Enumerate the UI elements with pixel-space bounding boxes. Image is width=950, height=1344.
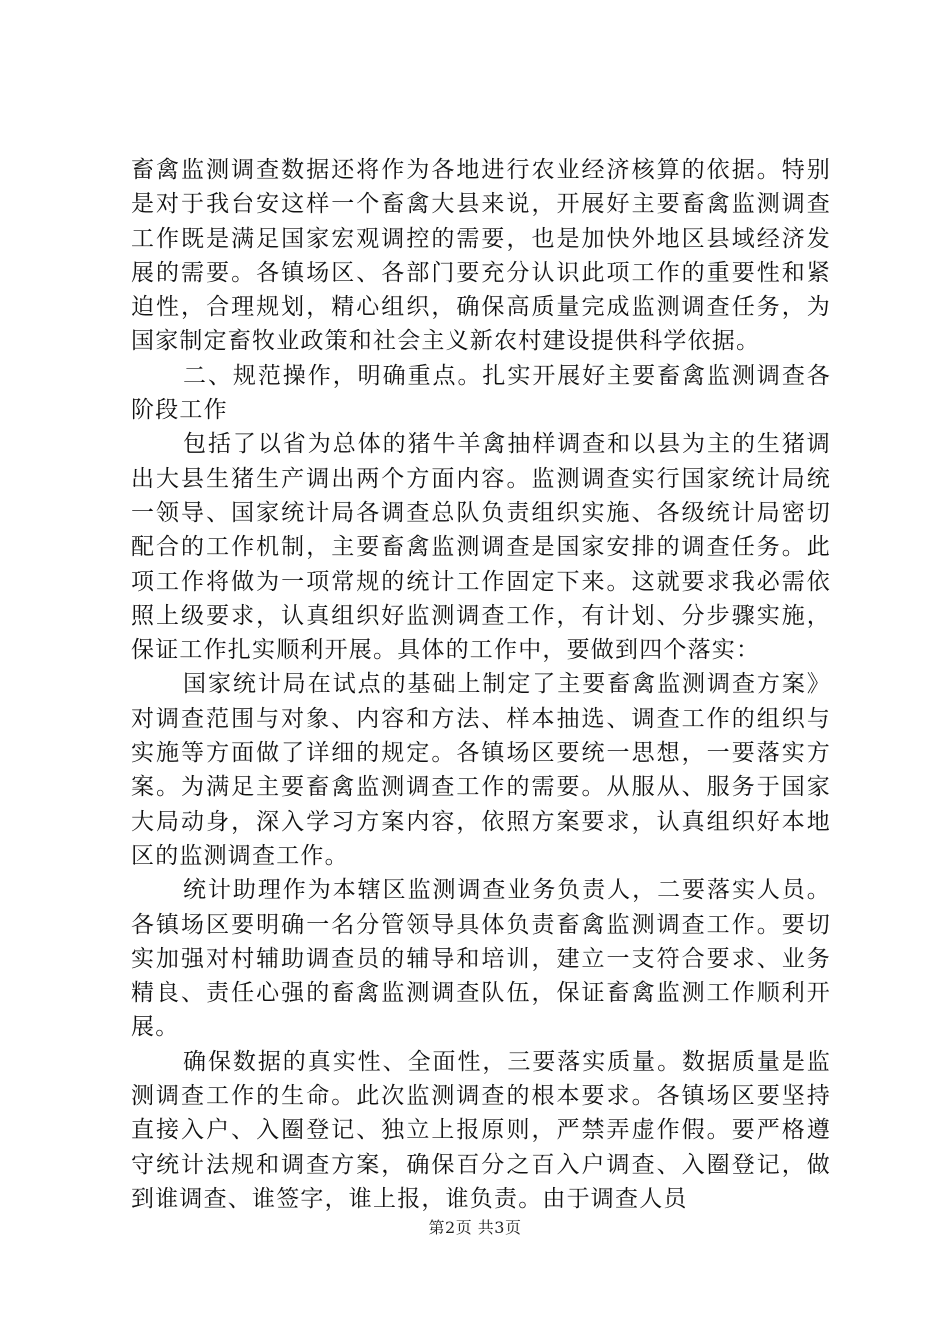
paragraph-2-heading: 二、规范操作，明确重点。扎实开展好主要畜禽监测调查各阶段工作 <box>131 362 831 424</box>
paragraph-6: 确保数据的真实性、全面性，三要落实质量。数据质量是监测调查工作的生命。此次监测调查的根本要求。各镇场区要坚持直接入户、入圈登记、独立上报原则，严禁弄虚作假。要严格遵守统计法规和调查方案，确保百分之百入户调查、入圈登记，做到谁调查、谁签字，谁上报，谁负责。由于调查人员 <box>131 1048 831 1212</box>
page-number-footer: 第2页 共3页 <box>428 1218 522 1237</box>
paragraph-4: 国家统计局在试点的基础上制定了主要畜禽监测调查方案》对调查范围与对象、内容和方法、样本抽选、调查工作的组织与实施等方面做了详细的规定。各镇场区要统一思想，一要落实方案。为满足主要畜禽监测调查工作的需要。从服从、服务于国家大局动身，深入学习方案内容，依照方案要求，认真组织好本地区的监测调查工作。 <box>131 671 831 869</box>
paragraph-5: 统计助理作为本辖区监测调查业务负责人，二要落实人员。各镇场区要明确一名分管领导具体负责畜禽监测调查工作。要切实加强对村辅助调查员的辅导和培训，建立一支符合要求、业务精良、责任心强的畜禽监测调查队伍，保证畜禽监测工作顺利开展。 <box>131 877 831 1041</box>
paragraph-1: 畜禽监测调查数据还将作为各地进行农业经济核算的依据。特别是对于我台安这样一个畜禽大县来说，开展好主要畜禽监测调查工作既是满足国家宏观调控的需要，也是加快外地区县域经济发展的需要。各镇场区、各部门要充分认识此项工作的重要性和紧迫性，合理规划，精心组织，确保高质量完成监测调查任务，为国家制定畜牧业政策和社会主义新农村建设提供科学依据。 <box>131 157 831 355</box>
paragraph-3: 包括了以省为总体的猪牛羊禽抽样调查和以县为主的生猪调出大县生猪生产调出两个方面内容。监测调查实行国家统计局统一领导、国家统计局各调查总队负责组织实施、各级统计局密切配合的工作机制，主要畜禽监测调查是国家安排的调查任务。此项工作将做为一项常规的统计工作固定下来。这就要求我必需依照上级要求，认真组织好监测调查工作，有计划、分步骤实施，保证工作扎实顺利开展。具体的工作中，要做到四个落实： <box>131 431 831 664</box>
document-body <box>131 153 831 1216</box>
